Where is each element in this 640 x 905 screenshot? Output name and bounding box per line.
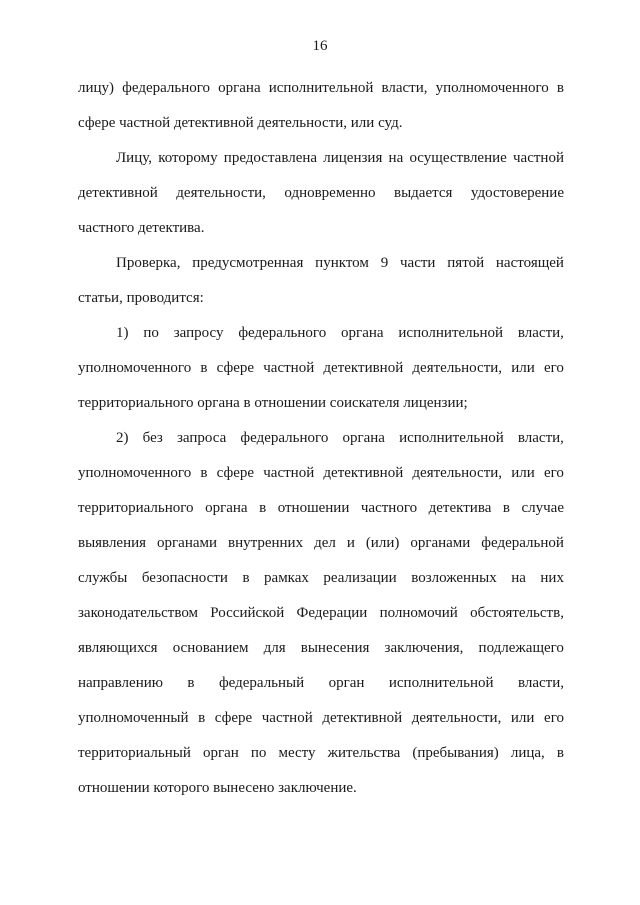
word: власти,: [517, 675, 564, 691]
word: частной: [263, 360, 315, 376]
word: (или): [365, 535, 400, 551]
text-line: [78, 708, 564, 728]
word: частной: [261, 710, 313, 726]
word: частной: [513, 150, 564, 166]
word: деятельности,: [176, 185, 266, 201]
word: в: [187, 675, 195, 691]
word: уполномоченного: [78, 465, 192, 481]
word: 9: [380, 255, 389, 271]
word: Проверка,: [116, 255, 181, 271]
word: детективной: [322, 710, 403, 726]
word: для: [263, 640, 286, 656]
word: по: [250, 745, 267, 761]
word: власти,: [517, 430, 564, 446]
word: месту: [278, 745, 316, 761]
word: Российской: [210, 605, 285, 621]
word: внутренних: [228, 535, 304, 551]
word: уполномоченного: [435, 80, 549, 96]
word: по: [143, 325, 159, 341]
word: на: [388, 150, 404, 166]
word: заключения,: [384, 640, 464, 656]
word: уполномоченного: [78, 360, 192, 376]
word: территориальный: [78, 745, 191, 761]
word: деятельности,: [411, 710, 502, 726]
text-line: сфере частной детективной деятельности, или суд.: [78, 115, 403, 131]
word: органа: [341, 325, 384, 341]
word: или: [511, 465, 535, 481]
text-line: [78, 183, 564, 203]
word: дел: [314, 535, 336, 551]
word: детективной: [323, 465, 404, 481]
word: запросу: [173, 325, 224, 341]
word: федеральной: [481, 535, 564, 551]
word: безопасности: [141, 570, 228, 586]
word: органами: [410, 535, 471, 551]
word: запроса: [176, 430, 227, 446]
word: отношении: [277, 500, 350, 516]
word: Лицу,: [116, 150, 152, 166]
word: или: [511, 360, 535, 376]
word: случае: [521, 500, 564, 516]
word: выявления: [78, 535, 147, 551]
text-line: частного детектива.: [78, 220, 205, 236]
word: лицензия: [323, 150, 383, 166]
text-line: [78, 498, 564, 518]
word: орган: [328, 675, 365, 691]
word: исполнительной: [398, 325, 504, 341]
word: 1): [116, 325, 129, 341]
word: исполнительной: [399, 430, 504, 446]
word: удостоверение: [470, 185, 564, 201]
word: осуществление: [409, 150, 507, 166]
word: вынесения: [300, 640, 370, 656]
word: предусмотренная: [192, 255, 304, 271]
word: в: [259, 500, 267, 516]
word: сфере: [214, 710, 253, 726]
text-line: [78, 743, 564, 763]
word: полномочий: [379, 605, 458, 621]
word: настоящей: [495, 255, 564, 271]
word: жительства: [327, 745, 401, 761]
word: его: [543, 465, 564, 481]
word: в: [556, 745, 564, 761]
text-line: статьи, проводится:: [78, 290, 204, 306]
text-line: [116, 323, 564, 343]
word: без: [142, 430, 163, 446]
word: (пребывания): [412, 745, 499, 761]
text-line: [78, 358, 564, 378]
word: в: [200, 360, 208, 376]
word: предоставлена: [223, 150, 318, 166]
text-line: [116, 148, 564, 168]
word: его: [544, 710, 564, 726]
page-number: 16: [312, 38, 328, 54]
word: частного: [360, 500, 418, 516]
word: исполнительной: [388, 675, 494, 691]
text-line: [78, 638, 564, 658]
word: части: [400, 255, 436, 271]
word: орган: [202, 745, 239, 761]
text-line: [78, 78, 564, 98]
word: его: [543, 360, 564, 376]
word: рамках: [264, 570, 309, 586]
word: пунктом: [315, 255, 369, 271]
word: пятой: [447, 255, 485, 271]
word: возложенных: [411, 570, 497, 586]
word: сфере: [216, 465, 255, 481]
word: основанием: [172, 640, 249, 656]
word: в: [200, 465, 208, 481]
text-line: отношении которого вынесено заключение.: [78, 780, 357, 796]
word: обстоятельств,: [470, 605, 564, 621]
word: выдается: [394, 185, 453, 201]
word: деятельности,: [412, 360, 503, 376]
word: органами: [157, 535, 218, 551]
text-line: [78, 463, 564, 483]
word: в: [242, 570, 250, 586]
word: реализации: [323, 570, 397, 586]
word: власти,: [381, 80, 428, 96]
word: направлению: [78, 675, 163, 691]
word: подлежащего: [478, 640, 564, 656]
text-line: [78, 603, 564, 623]
word: или: [510, 710, 535, 726]
text-line: [116, 428, 564, 448]
word: лицу): [78, 80, 115, 96]
word: них: [540, 570, 564, 586]
text-line: [78, 568, 564, 588]
word: федерального: [238, 325, 327, 341]
text-line: территориального органа в отношении соискателя лицензии;: [78, 395, 468, 411]
word: законодательством: [78, 605, 199, 621]
text-line: [116, 253, 564, 273]
text-line: [78, 673, 564, 693]
word: федерального: [122, 80, 211, 96]
word: власти,: [517, 325, 564, 341]
word: являющихся: [78, 640, 158, 656]
word: исполнительной: [268, 80, 374, 96]
text-line: [78, 533, 564, 553]
word: в: [198, 710, 206, 726]
word: службы: [78, 570, 128, 586]
word: детективной: [78, 185, 158, 201]
word: 2): [116, 430, 129, 446]
word: деятельности,: [412, 465, 503, 481]
word: детектива: [428, 500, 492, 516]
word: на: [511, 570, 526, 586]
word: в: [502, 500, 510, 516]
word: частной: [263, 465, 315, 481]
word: в: [556, 80, 564, 96]
word: и: [346, 535, 355, 551]
word: которому: [158, 150, 218, 166]
word: сфере: [216, 360, 255, 376]
word: территориального: [78, 500, 194, 516]
word: федерального: [240, 430, 329, 446]
word: детективной: [323, 360, 404, 376]
word: Федерации: [296, 605, 368, 621]
word: одновременно: [284, 185, 376, 201]
word: органа: [205, 500, 248, 516]
word: органа: [218, 80, 261, 96]
word: органа: [342, 430, 385, 446]
word: федеральный: [218, 675, 305, 691]
word: уполномоченный: [78, 710, 189, 726]
word: лица,: [510, 745, 545, 761]
